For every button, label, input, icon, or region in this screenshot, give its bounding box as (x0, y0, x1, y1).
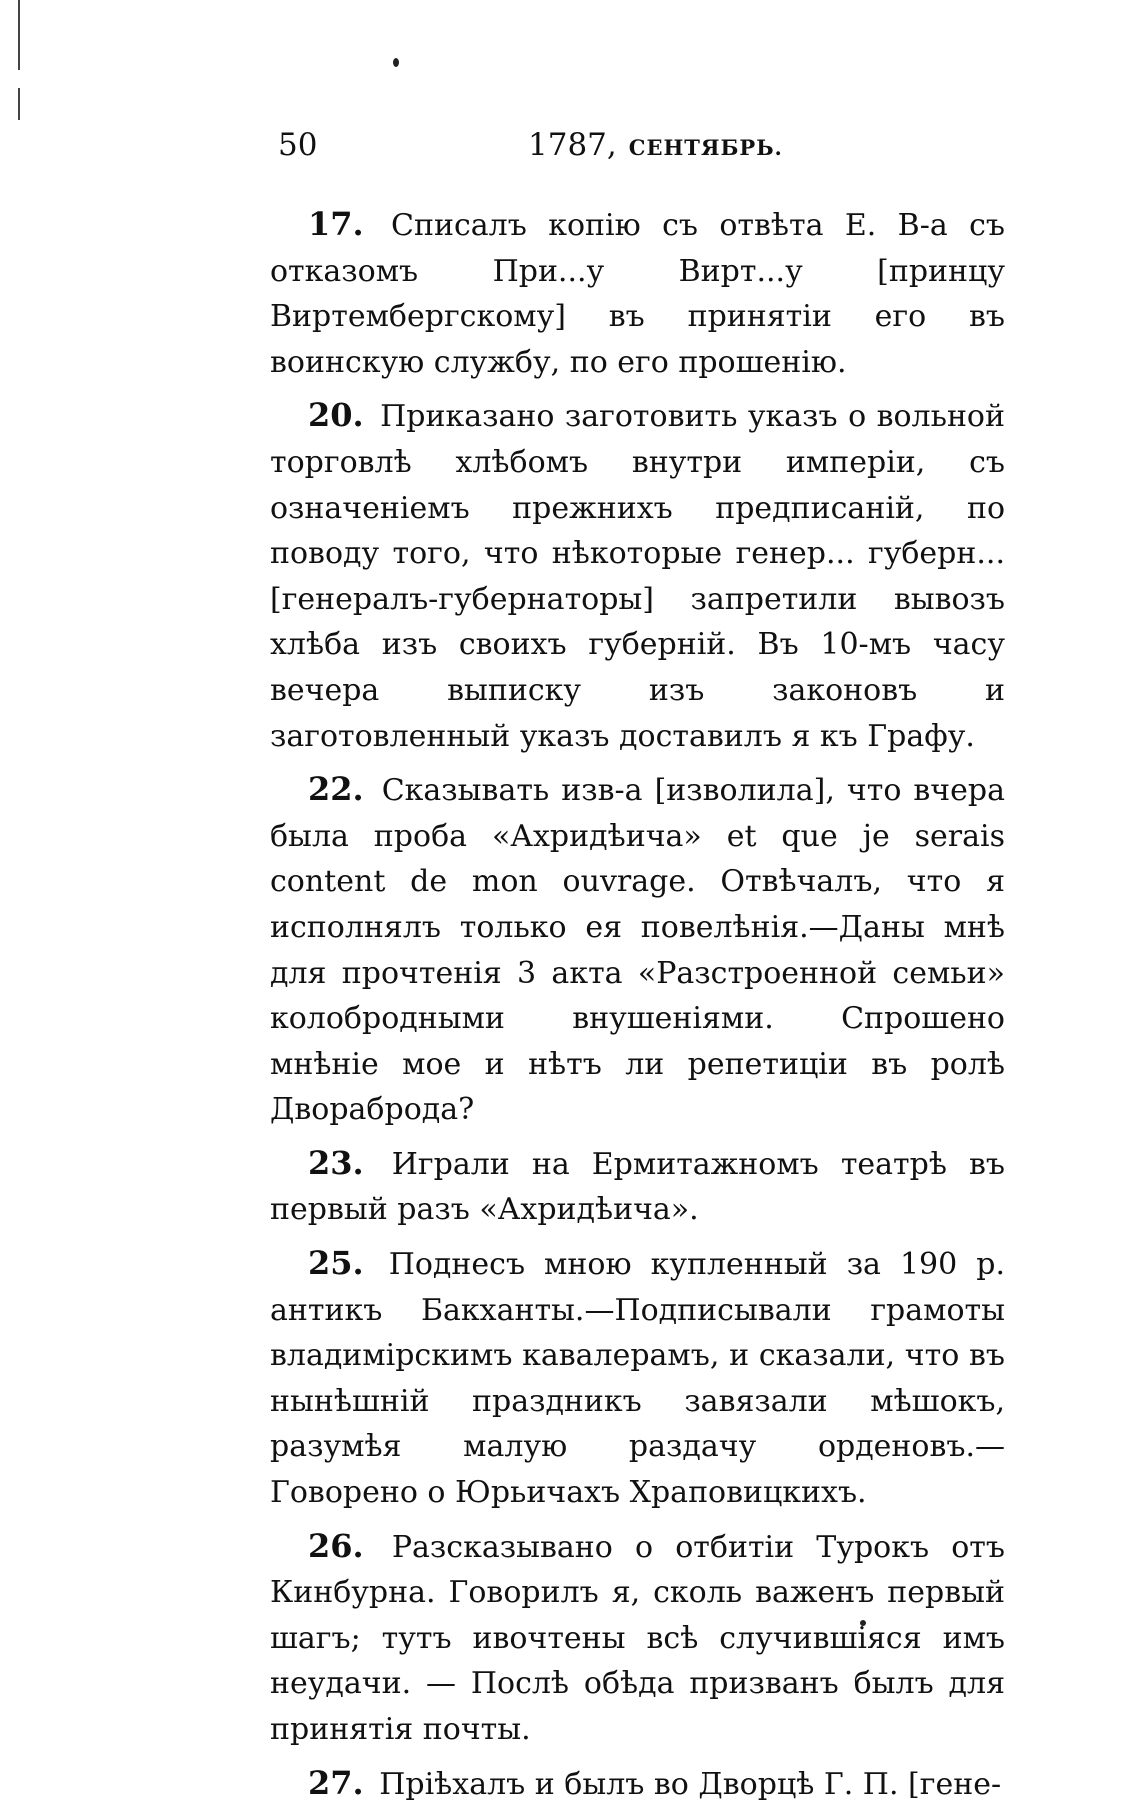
book-page (270, 120, 1005, 1815)
header-year: 1787, (528, 127, 617, 163)
diary-entry (270, 393, 1005, 759)
entry-text: Поднесъ мною купленный за 190 р. антикъ Бакханты.—Подписывали грамоты владимірскимъ кавалерамъ, и сказали, что въ нынѣшній праздникъ завязали мѣшокъ, разумѣя малую раздачу орденовъ.— Говорено о Юрьичахъ Храповицкихъ. (270, 1247, 1005, 1511)
diary-entry (270, 767, 1005, 1133)
scan-speck (393, 58, 399, 67)
running-title (528, 120, 783, 173)
page-number: 50 (278, 127, 318, 163)
entry-day: 25. (308, 1244, 364, 1283)
diary-entry (270, 202, 1005, 385)
scan-edge-line (18, 0, 20, 70)
entry-day: 20. (308, 396, 364, 435)
diary-entry (270, 1524, 1005, 1753)
header-month: СЕНТЯБРЬ. (628, 135, 783, 160)
running-head (270, 120, 1005, 170)
entry-day: 17. (308, 205, 364, 243)
diary-entry (270, 1761, 1005, 1808)
entry-day: 26. (308, 1526, 364, 1565)
entry-text: Разсказывано о отбитіи Турокъ отъ Кинбурна. Говорилъ я, сколь важенъ первый шагъ; тутъ ивочтены всѣ случившіяся имъ неудачи. — Послѣ обѣда призванъ былъ для принятія почты. (270, 1529, 1005, 1747)
entry-text: Сказывать изв-а [изволила], что вчера была проба «Ахридѣича» et que je serais content de mon ouvrage. Отвѣчалъ, что я исполнялъ только ея повелѣнія.—Даны мнѣ для прочтенія 3 акта «Разстроенной семьи» колобродными внушеніями. Спрошено мнѣніе мое и нѣтъ ли репетиціи въ ролѣ Двораброда? (270, 773, 1005, 1128)
diary-entry (270, 1141, 1005, 1233)
scan-edge-line (18, 88, 20, 120)
diary-entry (270, 1241, 1005, 1516)
entry-text: Приказано заготовить указъ о вольной торговлѣ хлѣбомъ внутри имперіи, съ означеніемъ прежнихъ предписаній, по поводу того, что нѣкоторые генер... губерн... [генералъ-губернаторы] запретили вывозъ хлѣба изъ своихъ губерній. Въ 10-мъ часу вечера выписку изъ законовъ и заготовленный указъ доставилъ я къ Графу. (270, 399, 1005, 754)
entry-day: 22. (308, 770, 364, 809)
entry-text: Пріѣхалъ и былъ во Дворцѣ Г. П. [гене- (379, 1766, 1002, 1802)
entry-day: 27. (308, 1763, 364, 1802)
entry-text: Играли на Ермитажномъ театрѣ въ первый разъ «Ахридѣича». (270, 1146, 1005, 1228)
entry-day: 23. (308, 1143, 364, 1182)
diary-entries (270, 202, 1005, 1807)
entry-text: Списалъ копію съ отвѣта Е. В-а съ отказомъ При...у Вирт...у [принцу Виртембергскому] въ принятіи его въ воинскую службу, по его прошенію. (270, 208, 1005, 380)
